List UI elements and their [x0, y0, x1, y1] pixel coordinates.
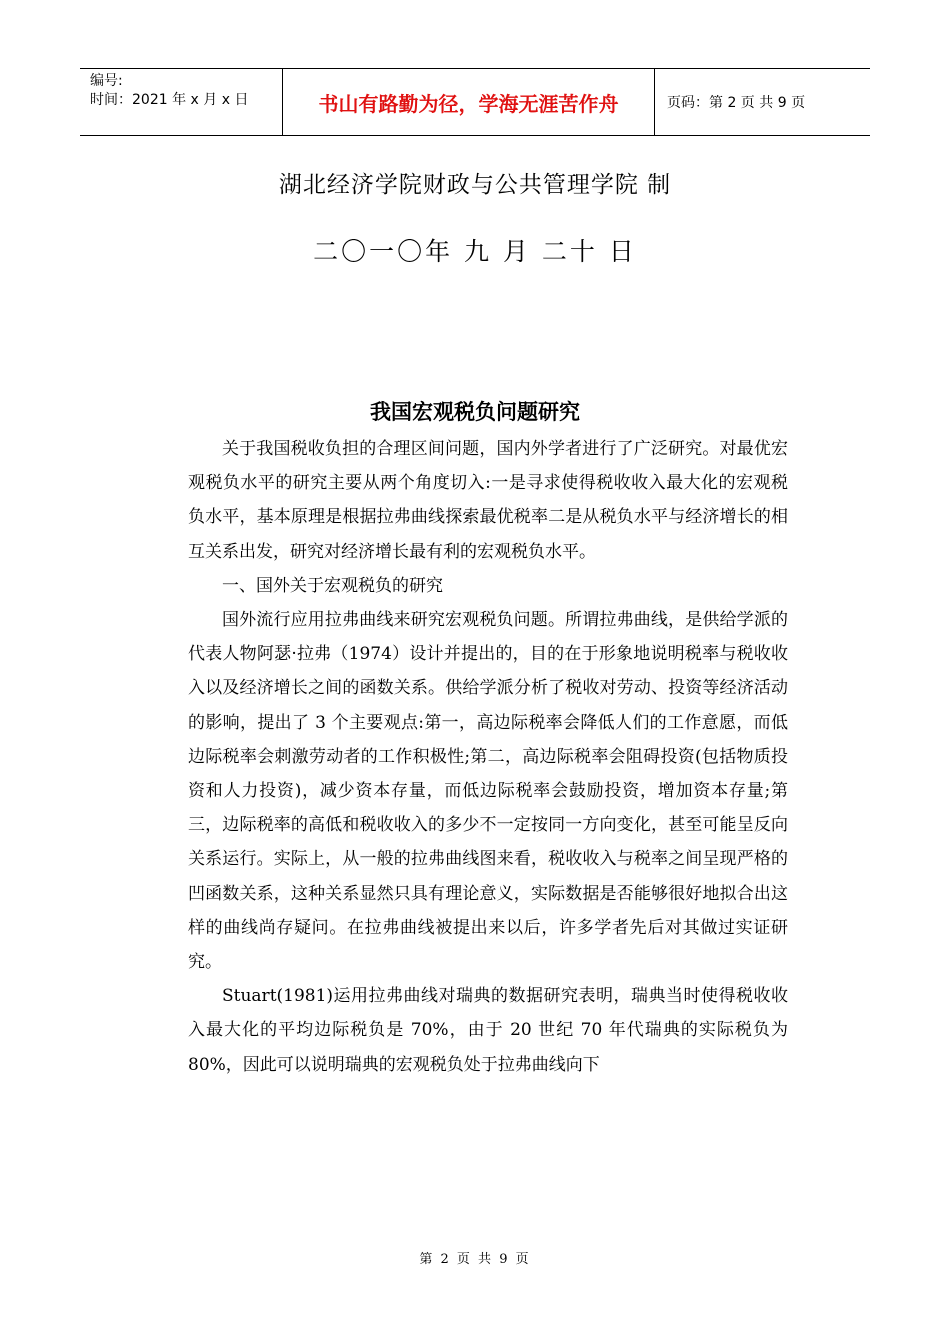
header-table [80, 68, 870, 136]
institution-line: 湖北经济学院财政与公共管理学院 制 [278, 172, 672, 198]
date-line: 二〇一〇年 九 月 二十 日 [313, 237, 637, 266]
header-left-cell [80, 69, 282, 135]
paragraph: Stuart(1981)运用拉弗曲线对瑞典的数据研究表明，瑞典当时使得税收收入最大化的平均边际税负是 70%，由于 20 世纪 70 年代瑞典的实际税负为 80%，因此可以说明瑞典的宏观税负处于拉弗曲线向下 [188, 986, 788, 1075]
paragraph: 关于我国税收负担的合理区间问题，国内外学者进行了广泛研究。对最优宏观税负水平的研究主要从两个角度切入:一是寻求使得税收收入最大化的宏观税负水平，基本原理是根据拉弗曲线探索最优税率二是从税负水平与经济增长的相互关系出发，研究对经济增长最有利的宏观税负水平。 [188, 439, 788, 562]
header-page-info: 页码：第 2 页 共 9 页 [667, 95, 806, 111]
section-heading: 一、国外关于宏观税负的研究 [222, 575, 443, 596]
article-body [188, 432, 788, 1082]
header-motto: 书山有路勤为径，学海无涯苦作舟 [282, 69, 655, 135]
document-number-label: 编号: [90, 73, 123, 89]
paragraph: 国外流行应用拉弗曲线来研究宏观税负问题。所谓拉弗曲线，是供给学派的代表人物阿瑟·拉弗（1974）设计并提出的，目的在于形象地说明税率与税收收入以及经济增长之间的函数关系。供给学派分析了税收对劳动、投资等经济活动的影响，提出了 3 个主要观点:第一，高边际税率会降低人们的工作意愿，而低边际税率会刺激劳动者的工作积极性;第二，高边际税率会阻碍投资(包括物质投资和人力投资)，减少资本存量，而低边际税率会鼓励投资，增加资本存量;第三，边际税率的高低和税收收入的多少不一定按同一方向变化，甚至可能呈反向关系运行。实际上，从一般的拉弗曲线图来看，税收收入与税率之间呈现严格的凹函数关系，这种关系显然只具有理论意义，实际数据是否能够很好地拟合出这样的曲线尚存疑问。在拉弗曲线被提出来以后，许多学者先后对其做过实证研究。 [188, 610, 788, 973]
article-title: 我国宏观税负问题研究 [370, 399, 580, 424]
document-time-label: 时间：2021 年 x 月 x 日 [90, 92, 249, 108]
page-footer: 第 2 页 共 9 页 [419, 1252, 531, 1267]
